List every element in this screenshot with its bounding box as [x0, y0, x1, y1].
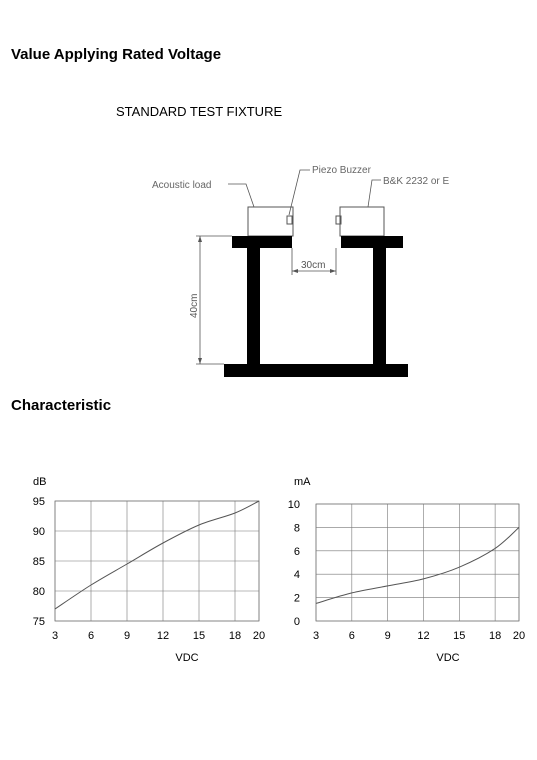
- x-tick-label: 6: [348, 630, 355, 642]
- y-tick-label: 80: [32, 586, 45, 598]
- chart-current-vs-voltage: [270, 470, 537, 670]
- x-tick-label: 12: [156, 630, 170, 642]
- acoustic-load-leader: [228, 184, 254, 207]
- y-tick-label: 10: [287, 499, 300, 511]
- y-tick-label: 2: [293, 592, 300, 605]
- chart-spl-vs-voltage: [0, 470, 270, 670]
- y-axis-label: mA: [294, 476, 311, 488]
- dimension-label-30cm: 30cm: [301, 260, 326, 271]
- x-tick-label: 20: [512, 630, 526, 642]
- piezo-buzzer-leader: [289, 170, 310, 215]
- base-plate: [224, 364, 408, 377]
- left-post: [247, 248, 260, 365]
- x-tick-label: 6: [87, 630, 95, 642]
- section-title-characteristic: Characteristic: [11, 397, 112, 414]
- plot-frame: [316, 504, 519, 621]
- x-tick-label: 20: [252, 630, 266, 642]
- right-post: [373, 248, 386, 365]
- y-tick-label: 75: [32, 616, 45, 628]
- acoustic-load-label: Acoustic load: [152, 180, 212, 191]
- x-tick-label: 12: [417, 630, 430, 642]
- bk-leader: [368, 180, 381, 207]
- x-axis-label: VDC: [175, 652, 199, 664]
- y-tick-label: 85: [32, 556, 45, 568]
- x-tick-label: 3: [51, 630, 59, 642]
- series-line: [55, 501, 259, 609]
- y-tick-label: 8: [293, 522, 300, 535]
- x-tick-label: 15: [453, 630, 466, 642]
- y-tick-label: 4: [293, 569, 300, 582]
- buzzer-port: [287, 216, 292, 224]
- meter-box: [340, 207, 384, 236]
- x-tick-label: 18: [488, 630, 502, 642]
- x-tick-label: 9: [123, 630, 131, 642]
- x-axis-label: VDC: [436, 652, 460, 664]
- piezo-buzzer-label: Piezo Buzzer: [312, 165, 371, 176]
- section-title-rated-voltage: Value Applying Rated Voltage: [11, 46, 222, 63]
- series-line: [316, 527, 519, 603]
- x-tick-label: 15: [192, 630, 206, 642]
- fixture-title: STANDARD TEST FIXTURE: [116, 104, 283, 119]
- test-fixture-diagram: [0, 160, 537, 385]
- dimension-label-40cm: 40cm: [189, 293, 200, 318]
- y-tick-label: 0: [293, 616, 300, 628]
- y-axis-label: dB: [33, 476, 47, 488]
- x-tick-label: 3: [312, 630, 320, 642]
- y-tick-label: 95: [32, 496, 45, 508]
- x-tick-label: 18: [228, 630, 242, 642]
- left-shelf: [232, 236, 292, 248]
- x-tick-label: 9: [384, 630, 391, 642]
- y-tick-label: 90: [32, 526, 45, 538]
- y-tick-label: 6: [293, 545, 300, 558]
- piezo-buzzer-box: [248, 207, 293, 236]
- bk-label: B&K 2232 or E: [383, 176, 450, 187]
- right-shelf: [341, 236, 403, 248]
